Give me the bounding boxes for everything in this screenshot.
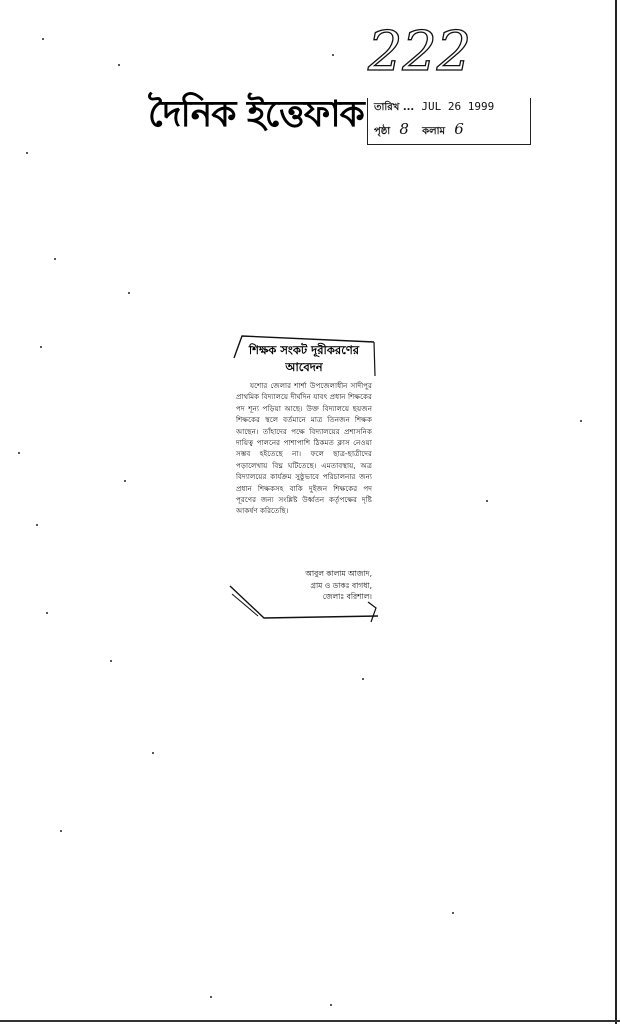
- svg-text:222: 222: [368, 20, 472, 83]
- stamp-page-label: পৃষ্ঠা: [374, 126, 391, 137]
- handwritten-number: [360, 14, 500, 86]
- stamp-column-label: কলাম: [422, 126, 446, 137]
- page-edge-bottom: [0, 1020, 620, 1022]
- signature-name: আবুল কালাম আজাদ,: [305, 569, 372, 578]
- signature-address: গ্রাম ও ডাকঃ বাগধা,: [310, 580, 372, 590]
- newspaper-clipping: [228, 332, 378, 624]
- stamp-column-value: 6: [454, 120, 464, 138]
- clipping-signature: [305, 568, 372, 603]
- stamp-date-row: [374, 100, 494, 117]
- date-stamp: [367, 98, 531, 145]
- clipping-body-paragraph: যশোর জেলার শার্শা উপজেলাধীন সাদীপুর প্রাথমিক বিদ্যালয়ে দীর্ঘদিন যাবৎ প্রধান শিক্ষকের পদ শূন্য পড়িয়া আছে। উক্ত বিদ্যালয়ে ছয়জন শিক্ষকের স্থলে বর্তমানে মাত্র তিনজন শিক্ষক আছেন। তাঁহাদের পক্ষে বিদ্যালয়ের প্রশাসনিক দায়িত্ব পালনের পাশাপাশি ঠিকমত ক্লাস নেওয়া সম্ভব হইতেছে না। ফলে ছাত্র-ছাত্রীদের পড়ালেখায় বিঘ্ন ঘটিতেছে। এমতাবস্থায়, অত্র বিদ্যালয়ের কার্যক্রম সুষ্ঠুভাবে পরিচালনার জন্য প্রধান শিক্ষকসহ বাকি দুইজন শিক্ষকের পদ পূরণের জন্য সংশ্লিষ্ট উর্ধ্বতন কর্তৃপক্ষের দৃষ্টি আকর্ষণ করিতেছি।: [236, 381, 372, 516]
- signature-district: জেলাঃ বরিশাল।: [322, 592, 372, 601]
- stamp-page-row: [374, 120, 474, 141]
- stamp-date-label: তারিখ ...: [374, 102, 415, 113]
- stamp-page-value: 8: [399, 120, 409, 138]
- page-edge-right: [615, 0, 617, 1024]
- clipping-headline: শিক্ষক সংকট দূরীকরণের আবেদন: [248, 343, 360, 374]
- newspaper-masthead: দৈনিক ইত্তেফাক: [148, 93, 364, 135]
- stamp-date-value: JUL 26 1999: [421, 100, 495, 113]
- clipping-body: [236, 380, 372, 517]
